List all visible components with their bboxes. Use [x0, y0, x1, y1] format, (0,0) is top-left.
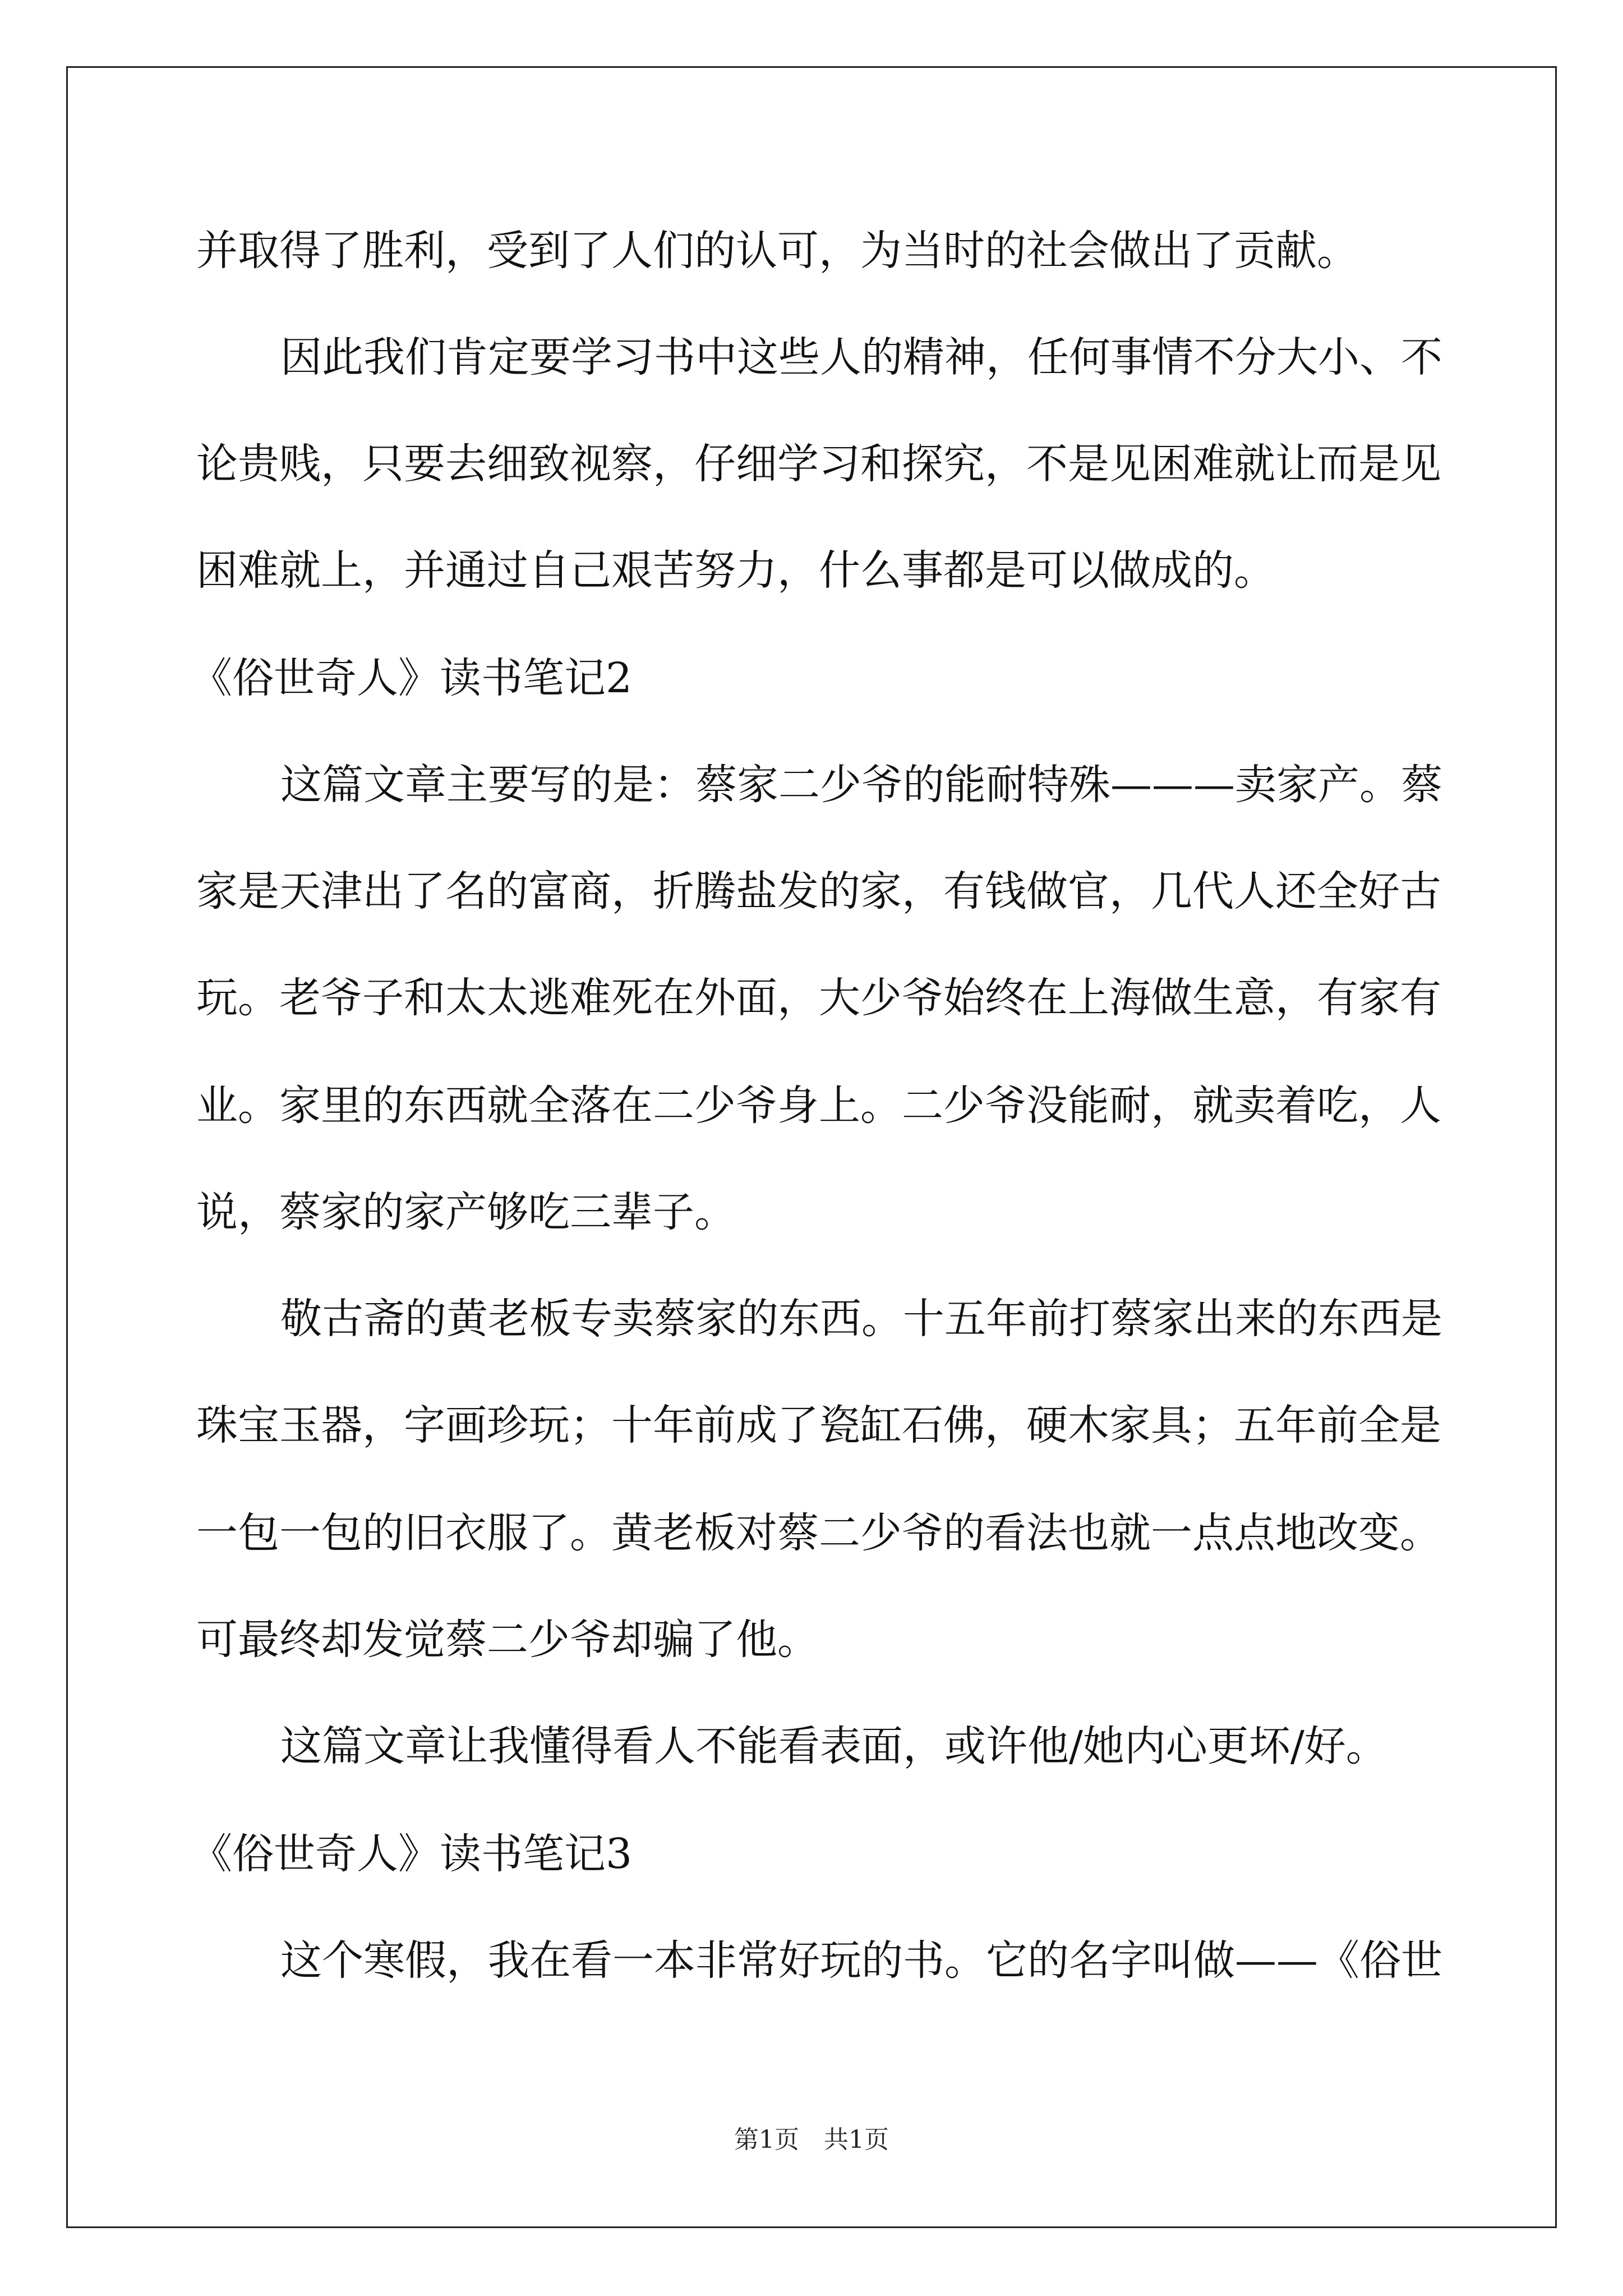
page-border: [66, 66, 1557, 2228]
text-line: 珠宝玉器，字画珍玩；十年前成了瓷缸石佛，硬木家具；五年前全是: [196, 1401, 1441, 1450]
text-line: 可最终却发觉蔡二少爷却骗了他。: [196, 1616, 819, 1664]
text-line: 这篇文章让我懂得看人不能看表面，或许他/她内心更坏/好。: [280, 1722, 1387, 1770]
text-line: 这个寒假，我在看一本非常好玩的书。它的名字叫做——《俗世: [280, 1936, 1442, 1985]
text-line: 论贵贱，只要去细致视察，仔细学习和探究，不是见困难就让而是见: [196, 440, 1441, 488]
text-line: 困难就上，并通过自己艰苦努力，什么事都是可以做成的。: [196, 546, 1275, 595]
text-line: 敬古斋的黄老板专卖蔡家的东西。十五年前打蔡家出来的东西是: [280, 1295, 1442, 1343]
page-footer: 第1页 共1页: [734, 2125, 889, 2154]
text-line: 说，蔡家的家产够吃三辈子。: [196, 1188, 736, 1236]
text-line: 玩。老爷子和太太逃难死在外面，大少爷始终在上海做生意，有家有: [196, 974, 1441, 1022]
text-line: 家是天津出了名的富商，折腾盐发的家，有钱做官，几代人还全好古: [196, 867, 1441, 915]
text-line: 业。家里的东西就全落在二少爷身上。二少爷没能耐，就卖着吃，人: [196, 1082, 1441, 1130]
section-heading: 《俗世奇人》读书笔记2: [191, 654, 633, 702]
text-line: 一包一包的旧衣服了。黄老板对蔡二少爷的看法也就一点点地改变。: [196, 1509, 1441, 1557]
text-line: 这篇文章主要写的是：蔡家二少爷的能耐特殊———卖家产。蔡: [280, 761, 1442, 809]
text-line: 因此我们肯定要学习书中这些人的精神，任何事情不分大小、不: [280, 333, 1442, 381]
section-heading: 《俗世奇人》读书笔记3: [191, 1830, 633, 1878]
text-line: 并取得了胜利，受到了人们的认可，为当时的社会做出了贡献。: [196, 227, 1358, 275]
